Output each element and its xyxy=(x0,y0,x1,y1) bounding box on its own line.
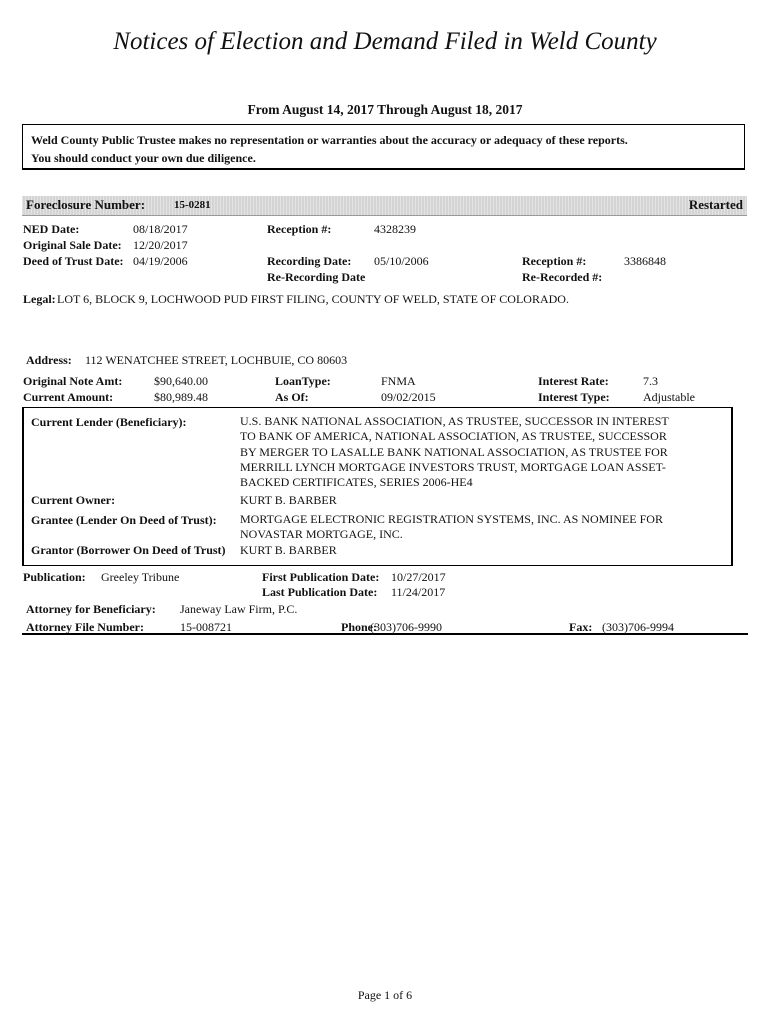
current-owner-value: KURT B. BARBER xyxy=(240,493,337,507)
phone-value: (303)706-9990 xyxy=(370,620,442,634)
loan-type-label: LoanType: xyxy=(275,374,331,388)
original-sale-date-label: Original Sale Date: xyxy=(23,238,122,252)
legal-label: Legal: xyxy=(23,292,56,306)
attorney-file-number-label: Attorney File Number: xyxy=(26,620,144,634)
current-lender-value: U.S. BANK NATIONAL ASSOCIATION, AS TRUSTEE, SUCCESSOR IN INTEREST TO BANK OF AMERICA, NATIONAL ASSOCIATION, AS TRUSTEE, SUCCESSOR BY MERGER TO LASALLE BANK NATIONAL ASSOCIATION, AS TRUSTEE FOR MERRILL LYNCH MORTGAGE INVESTORS TRUST, MORTGAGE LOAN ASSET-BACKED CERTIFICATES, SERIES 2006-HE4 xyxy=(240,414,669,490)
grantee-value: MORTGAGE ELECTRONIC REGISTRATION SYSTEMS, INC. AS NOMINEE FOR NOVASTAR MORTGAGE, INC. xyxy=(240,512,663,542)
re-recording-date-label: Re-Recording Date xyxy=(267,270,366,284)
record-divider xyxy=(22,633,748,635)
fax-value: (303)706-9994 xyxy=(602,620,674,634)
reception-label: Reception #: xyxy=(267,222,332,236)
original-note-amount-label: Original Note Amt: xyxy=(23,374,123,388)
first-publication-date-value: 10/27/2017 xyxy=(391,570,446,584)
current-amount-label: Current Amount: xyxy=(23,390,114,404)
fax-label: Fax: xyxy=(569,620,593,634)
foreclosure-number: 15-0281 xyxy=(174,199,211,211)
foreclosure-header-bar xyxy=(22,196,747,216)
first-publication-date-label: First Publication Date: xyxy=(262,570,380,584)
deed-of-trust-date-label: Deed of Trust Date: xyxy=(23,254,124,268)
loan-type-value: FNMA xyxy=(381,374,416,388)
disclaimer-box xyxy=(22,124,745,170)
foreclosure-status: Restarted xyxy=(688,197,743,212)
disclaimer-line-2: You should conduct your own due diligence. xyxy=(31,151,256,165)
ned-date-label: NED Date: xyxy=(23,222,80,236)
current-lender-label: Current Lender (Beneficiary): xyxy=(31,415,187,429)
publication-label: Publication: xyxy=(23,570,86,584)
original-note-amount-value: $90,640.00 xyxy=(154,374,208,388)
grantor-value: KURT B. BARBER xyxy=(240,543,337,557)
legal-description: LOT 6, BLOCK 9, LOCHWOOD PUD FIRST FILING, COUNTY OF WELD, STATE OF COLORADO. xyxy=(57,292,569,306)
disclaimer-line-1: Weld County Public Trustee makes no representation or warranties about the accuracy or adequacy of these reports. xyxy=(31,133,628,147)
ned-date-value: 08/18/2017 xyxy=(133,222,188,236)
grantee-label: Grantee (Lender On Deed of Trust): xyxy=(31,513,217,527)
interest-rate-value: 7.3 xyxy=(643,374,658,388)
phone-label: Phone: xyxy=(341,620,377,634)
reception2-value: 3386848 xyxy=(624,254,666,268)
publication-value: Greeley Tribune xyxy=(101,570,180,584)
reception-value: 4328239 xyxy=(374,222,416,236)
foreclosure-number-label: Foreclosure Number: xyxy=(26,197,146,212)
interest-type-label: Interest Type: xyxy=(538,390,610,404)
address-label: Address: xyxy=(26,353,72,367)
interest-type-value: Adjustable xyxy=(643,390,695,404)
original-sale-date-value: 12/20/2017 xyxy=(133,238,188,252)
current-owner-label: Current Owner: xyxy=(31,493,116,507)
reception2-label: Reception #: xyxy=(522,254,587,268)
grantor-label: Grantor (Borrower On Deed of Trust) xyxy=(31,543,226,557)
interest-rate-label: Interest Rate: xyxy=(538,374,609,388)
address-value: 112 WENATCHEE STREET, LOCHBUIE, CO 80603 xyxy=(85,353,348,367)
attorney-file-number-value: 15-008721 xyxy=(180,620,232,634)
re-recorded-label: Re-Recorded #: xyxy=(522,270,603,284)
page-title: Notices of Election and Demand Filed in Weld County xyxy=(113,28,657,55)
recording-date-value: 05/10/2006 xyxy=(374,254,429,268)
attorney-for-beneficiary-value: Janeway Law Firm, P.C. xyxy=(180,602,298,616)
last-publication-date-label: Last Publication Date: xyxy=(262,585,378,599)
recording-date-label: Recording Date: xyxy=(267,254,352,268)
page-number: Page 1 of 6 xyxy=(357,988,413,1002)
deed-of-trust-date-value: 04/19/2006 xyxy=(133,254,188,268)
current-amount-value: $80,989.48 xyxy=(154,390,208,404)
as-of-label: As Of: xyxy=(275,390,309,404)
last-publication-date-value: 11/24/2017 xyxy=(391,585,446,599)
date-range: From August 14, 2017 Through August 18, 2017 xyxy=(247,102,523,117)
as-of-value: 09/02/2015 xyxy=(381,390,436,404)
attorney-for-beneficiary-label: Attorney for Beneficiary: xyxy=(26,602,156,616)
